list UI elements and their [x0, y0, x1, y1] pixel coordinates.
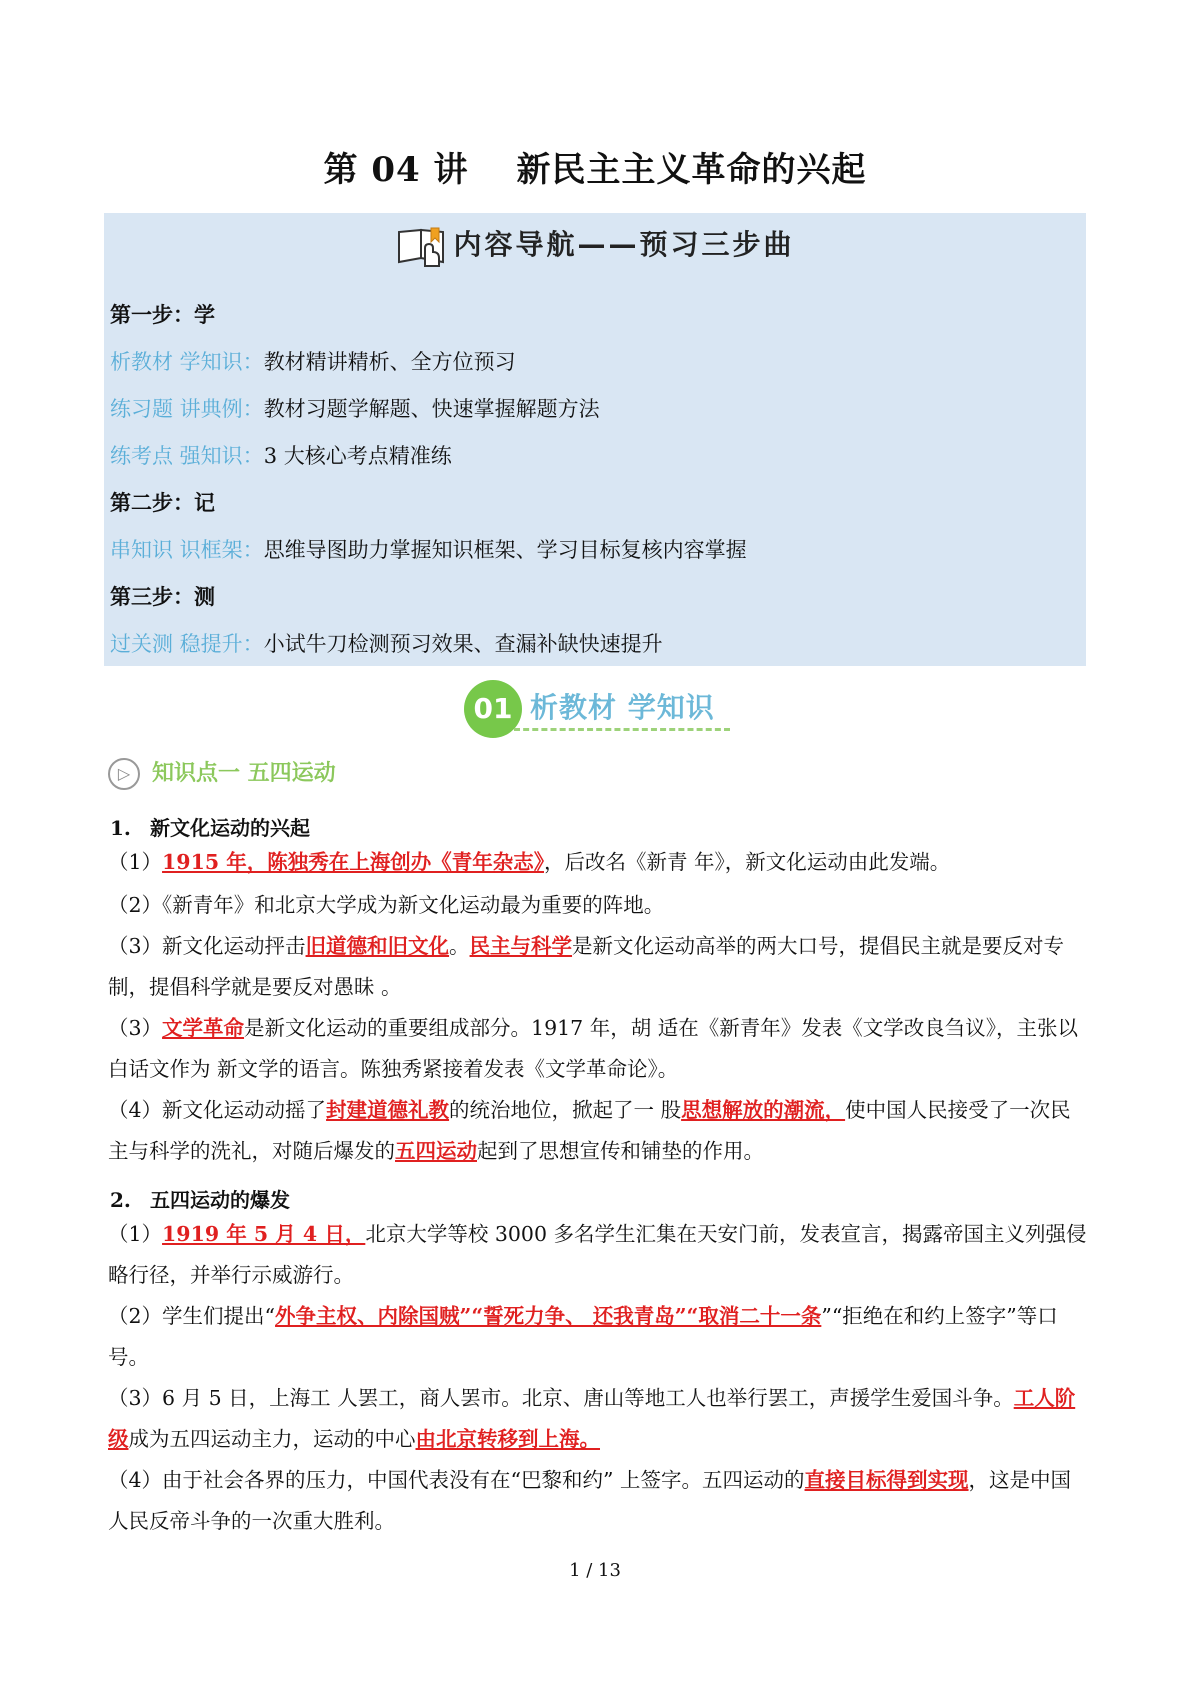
- nav-item-text: 教材习题学解题、快速掌握解题方法: [263, 397, 600, 421]
- section-badge-text: 析教材 学知识: [530, 691, 715, 724]
- text-segment: ”“拒绝在和约上签字”等口号。: [108, 1304, 1058, 1369]
- paragraph: [108, 1460, 1088, 1542]
- text-segment: 成为五四运动主力，运动的中心: [128, 1427, 416, 1451]
- text-segment: 是新文化运动高举的两大口号，提倡民主就是要反对专制，提倡科学就是要反对愚昧 。: [108, 934, 1065, 999]
- lecture-title: 新民主主义革命的兴起: [516, 150, 867, 190]
- section-badge: [464, 680, 734, 738]
- nav-item-text: 小试牛刀检测预习效果、查漏补缺快速提升: [263, 632, 663, 656]
- section-title: 新文化运动的兴起: [150, 816, 310, 840]
- navigation-header: [104, 223, 1086, 268]
- content-navigation-box: [104, 213, 1086, 666]
- section-badge-underline: [514, 728, 730, 731]
- nav-item: [110, 440, 452, 470]
- section-title: 五四运动的爆发: [150, 1188, 290, 1212]
- text-segment: （4）由于社会各界的压力，中国代表没有在“巴黎和约” 上签字。五四运动的: [108, 1468, 805, 1492]
- text-segment: 使中国人民接受了一次民主与科学的洗礼，对随后爆发的: [108, 1098, 1071, 1163]
- page-title: [0, 142, 1190, 191]
- highlighted-text: 五四运动: [395, 1139, 477, 1163]
- section-number-circle: 01: [464, 680, 522, 738]
- nav-item-label: 练习题 讲典例：: [110, 397, 264, 421]
- section-heading: [110, 1184, 290, 1213]
- nav-item: [110, 346, 516, 376]
- nav-item-label: 练考点 强知识：: [110, 444, 264, 468]
- highlighted-text: 由北京转移到上海。: [415, 1427, 600, 1451]
- text-segment: （3）新文化运动抨击: [108, 934, 306, 958]
- text-segment: （1）: [108, 850, 163, 874]
- knowledge-point-title: 知识点一 五四运动: [152, 761, 336, 786]
- step-heading: 第三步：测: [110, 584, 215, 609]
- paragraph: [108, 1296, 1088, 1378]
- highlighted-text: 工人阶级: [108, 1386, 1076, 1451]
- nav-item: [110, 534, 747, 564]
- nav-item: [110, 628, 663, 658]
- step-heading: 第二步：记: [110, 490, 215, 515]
- text-segment: ，这是中国人民反帝斗争的一次重大胜利。: [108, 1468, 1072, 1533]
- highlighted-text: 1919 年 5 月 4 日，: [162, 1222, 366, 1246]
- text-segment: （2）学生们提出“: [108, 1304, 276, 1328]
- navigation-header-text: 内容导航——预习三步曲: [453, 228, 795, 261]
- nav-item-text: 教材精讲精析、全方位预习: [263, 350, 516, 374]
- section-number: 1.: [110, 816, 131, 840]
- nav-item-text: 3 大核心考点精准练: [263, 444, 452, 468]
- paragraph: [108, 1378, 1088, 1460]
- paragraph: [108, 1008, 1088, 1090]
- nav-item-label: 析教材 学知识：: [110, 350, 264, 374]
- paragraph: [108, 926, 1088, 1008]
- step-heading: 第一步：学: [110, 302, 215, 327]
- paragraph: [108, 842, 1088, 883]
- page-number: 1 / 13: [569, 1560, 621, 1581]
- text-segment: 起到了思想宣传和铺垫的作用。: [477, 1139, 764, 1163]
- play-arrow-icon: ▷: [108, 758, 140, 790]
- text-segment: （3）6 月 5 日，上海工 人罢工，商人罢市。北京、唐山等地工人也举行罢工，声援学生爱国斗争。: [108, 1386, 1014, 1410]
- highlighted-text: 外争主权、内除国贼”“誓死力争、 还我青岛”“取消二十一条: [275, 1304, 822, 1328]
- paragraph: [108, 1090, 1088, 1172]
- nav-item-label: 过关测 稳提升：: [110, 632, 264, 656]
- lecture-number: 第 04 讲: [323, 150, 469, 190]
- text-segment: 的统治地位，掀起了一 股: [449, 1098, 682, 1122]
- section-number: 2.: [110, 1188, 131, 1212]
- highlighted-text: 封建道德礼教: [326, 1098, 450, 1122]
- text-segment: （1）: [108, 1222, 163, 1246]
- highlighted-text: 直接目标得到实现: [804, 1468, 969, 1492]
- highlighted-text: 1915 年，陈独秀在上海创办《青年杂志》: [162, 850, 544, 874]
- text-segment: 。: [449, 934, 470, 958]
- nav-item: [110, 393, 600, 423]
- text-segment: 北京大学等校 3000 多名学生汇集在天安门前，发表宣言，揭露帝国主义列强侵略行径，并举行示威游行。: [108, 1222, 1087, 1287]
- text-segment: ，后改名《新青 年》，新文化运动由此发端。: [544, 850, 951, 874]
- highlighted-text: 民主与科学: [469, 934, 573, 958]
- highlighted-text: 旧道德和旧文化: [305, 934, 450, 958]
- text-segment: （3）: [108, 1016, 163, 1040]
- paragraph: [108, 885, 1088, 926]
- highlighted-text: 思想解放的潮流，: [681, 1098, 846, 1122]
- highlighted-text: 文学革命: [162, 1016, 245, 1040]
- text-segment: 是新文化运动的重要组成部分。1917 年，胡 适在《新青年》发表《文学改良刍议》，主张以白话文作为 新文学的语言。陈独秀紧接着发表《文学革命论》。: [108, 1016, 1078, 1081]
- nav-item-text: 思维导图助力掌握知识框架、学习目标复核内容掌握: [263, 538, 747, 562]
- text-segment: （2）《新青年》和北京大学成为新文化运动最为重要的阵地。: [108, 893, 665, 917]
- book-hand-icon: [395, 224, 451, 268]
- paragraph: [108, 1214, 1088, 1296]
- nav-item-label: 串知识 识框架：: [110, 538, 264, 562]
- text-segment: （4）新文化运动动摇了: [108, 1098, 327, 1122]
- section-heading: [110, 812, 310, 841]
- knowledge-point-heading: [108, 756, 336, 788]
